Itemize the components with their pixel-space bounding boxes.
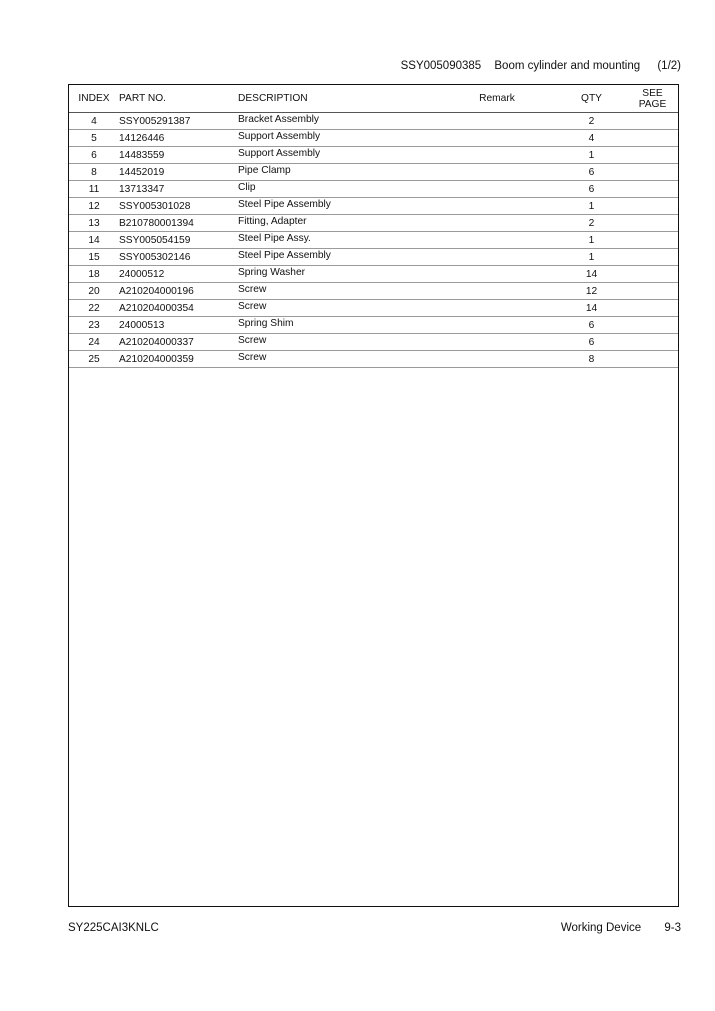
cell-remark xyxy=(438,147,556,164)
table-row xyxy=(69,215,678,232)
cell-see-page xyxy=(627,215,678,232)
table-row xyxy=(69,300,678,317)
column-header-see-page xyxy=(627,85,678,113)
cell-remark xyxy=(438,113,556,130)
cell-index: 5 xyxy=(69,130,119,147)
cell-description: Steel Pipe Assembly xyxy=(238,249,438,266)
cell-qty: 1 xyxy=(556,147,627,164)
footer-right xyxy=(561,922,681,934)
parts-list-frame xyxy=(68,84,679,907)
cell-description: Spring Washer xyxy=(238,266,438,283)
cell-part-no: A210204000359 xyxy=(119,351,238,368)
cell-qty: 6 xyxy=(556,317,627,334)
cell-description: Screw xyxy=(238,351,438,368)
cell-see-page xyxy=(627,147,678,164)
cell-qty: 1 xyxy=(556,232,627,249)
cell-index: 6 xyxy=(69,147,119,164)
cell-description: Screw xyxy=(238,300,438,317)
cell-description: Support Assembly xyxy=(238,130,438,147)
see-page-line-2: PAGE xyxy=(638,98,667,110)
cell-description: Spring Shim xyxy=(238,317,438,334)
cell-remark xyxy=(438,300,556,317)
column-header-qty: QTY xyxy=(556,85,627,113)
cell-see-page xyxy=(627,351,678,368)
cell-remark xyxy=(438,215,556,232)
table-row xyxy=(69,266,678,283)
table-row xyxy=(69,113,678,130)
cell-see-page xyxy=(627,113,678,130)
table-row xyxy=(69,283,678,300)
cell-part-no: 14452019 xyxy=(119,164,238,181)
cell-qty: 14 xyxy=(556,266,627,283)
cell-see-page xyxy=(627,317,678,334)
column-header-index: INDEX xyxy=(69,85,119,113)
cell-part-no: 14483559 xyxy=(119,147,238,164)
cell-qty: 8 xyxy=(556,351,627,368)
table-row xyxy=(69,351,678,368)
footer-section: Working Device xyxy=(560,922,642,934)
column-header-part-no: PART NO. xyxy=(119,85,238,113)
table-row xyxy=(69,198,678,215)
cell-qty: 4 xyxy=(556,130,627,147)
cell-remark xyxy=(438,317,556,334)
table-row xyxy=(69,147,678,164)
cell-remark xyxy=(438,198,556,215)
cell-part-no: A210204000337 xyxy=(119,334,238,351)
cell-qty: 1 xyxy=(556,249,627,266)
cell-qty: 12 xyxy=(556,283,627,300)
cell-see-page xyxy=(627,334,678,351)
cell-remark xyxy=(438,164,556,181)
cell-description: Screw xyxy=(238,283,438,300)
cell-index: 22 xyxy=(69,300,119,317)
page-header xyxy=(401,60,681,72)
cell-description: Support Assembly xyxy=(238,147,438,164)
cell-part-no: A210204000354 xyxy=(119,300,238,317)
cell-see-page xyxy=(627,232,678,249)
see-page-line-1: SEE xyxy=(642,87,663,99)
cell-part-no: 24000512 xyxy=(119,266,238,283)
cell-see-page xyxy=(627,266,678,283)
table-row xyxy=(69,334,678,351)
cell-index: 14 xyxy=(69,232,119,249)
table-body xyxy=(69,113,678,368)
cell-see-page xyxy=(627,249,678,266)
column-header-description: DESCRIPTION xyxy=(238,85,438,113)
cell-index: 13 xyxy=(69,215,119,232)
footer-model: SY225CAI3KNLC xyxy=(68,922,159,934)
cell-remark xyxy=(438,181,556,198)
document-title: Boom cylinder and mounting xyxy=(494,60,641,72)
cell-remark xyxy=(438,283,556,300)
cell-description: Pipe Clamp xyxy=(238,164,438,181)
table-row xyxy=(69,130,678,147)
cell-see-page xyxy=(627,300,678,317)
cell-qty: 2 xyxy=(556,215,627,232)
table-header-row xyxy=(69,85,678,113)
cell-see-page xyxy=(627,283,678,300)
cell-part-no: SSY005054159 xyxy=(119,232,238,249)
cell-qty: 14 xyxy=(556,300,627,317)
table-row xyxy=(69,232,678,249)
table-row xyxy=(69,249,678,266)
cell-index: 20 xyxy=(69,283,119,300)
cell-index: 4 xyxy=(69,113,119,130)
document-code: SSY005090385 xyxy=(400,60,482,72)
cell-index: 24 xyxy=(69,334,119,351)
cell-remark xyxy=(438,334,556,351)
cell-qty: 2 xyxy=(556,113,627,130)
cell-index: 8 xyxy=(69,164,119,181)
cell-index: 11 xyxy=(69,181,119,198)
cell-part-no: 24000513 xyxy=(119,317,238,334)
cell-qty: 6 xyxy=(556,164,627,181)
table-row xyxy=(69,317,678,334)
cell-index: 15 xyxy=(69,249,119,266)
cell-qty: 6 xyxy=(556,181,627,198)
cell-description: Steel Pipe Assy. xyxy=(238,232,438,249)
table-row xyxy=(69,164,678,181)
cell-index: 25 xyxy=(69,351,119,368)
cell-qty: 1 xyxy=(556,198,627,215)
cell-see-page xyxy=(627,164,678,181)
cell-description: Steel Pipe Assembly xyxy=(238,198,438,215)
sheet-indicator: (1/2) xyxy=(657,60,681,72)
cell-description: Clip xyxy=(238,181,438,198)
cell-index: 12 xyxy=(69,198,119,215)
cell-remark xyxy=(438,130,556,147)
cell-remark xyxy=(438,266,556,283)
cell-part-no: SSY005302146 xyxy=(119,249,238,266)
cell-part-no: 13713347 xyxy=(119,181,238,198)
cell-qty: 6 xyxy=(556,334,627,351)
column-header-remark: Remark xyxy=(438,85,556,113)
cell-description: Screw xyxy=(238,334,438,351)
cell-see-page xyxy=(627,181,678,198)
cell-remark xyxy=(438,351,556,368)
cell-part-no: A210204000196 xyxy=(119,283,238,300)
footer-page-number: 9-3 xyxy=(664,922,681,934)
cell-part-no: B210780001394 xyxy=(119,215,238,232)
cell-description: Fitting, Adapter xyxy=(238,215,438,232)
cell-part-no: SSY005291387 xyxy=(119,113,238,130)
cell-see-page xyxy=(627,198,678,215)
parts-table xyxy=(69,85,678,368)
cell-index: 23 xyxy=(69,317,119,334)
cell-remark xyxy=(438,249,556,266)
cell-index: 18 xyxy=(69,266,119,283)
table-row xyxy=(69,181,678,198)
cell-remark xyxy=(438,232,556,249)
cell-part-no: 14126446 xyxy=(119,130,238,147)
cell-part-no: SSY005301028 xyxy=(119,198,238,215)
cell-see-page xyxy=(627,130,678,147)
cell-description: Bracket Assembly xyxy=(238,113,438,130)
